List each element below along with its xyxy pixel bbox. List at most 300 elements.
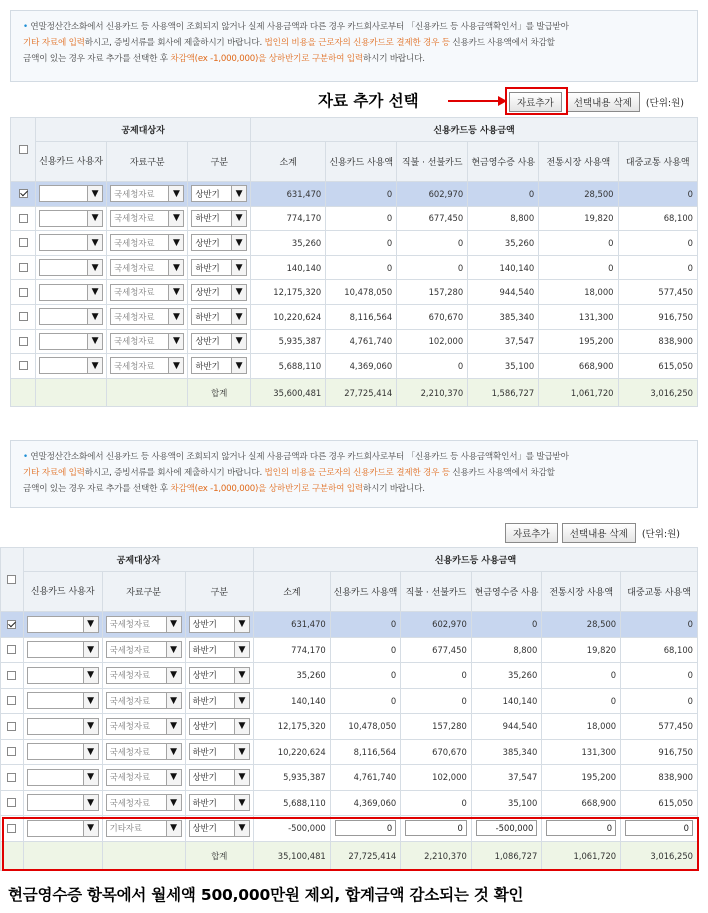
row-checkbox[interactable] — [7, 620, 16, 629]
cell-debit: 677,450 — [401, 637, 472, 663]
half-select[interactable] — [191, 259, 247, 276]
card-user-select[interactable] — [39, 259, 103, 276]
cell-cash: 944,540 — [468, 280, 539, 305]
cell-cash: 0 — [468, 182, 539, 207]
cell-credit: 10,478,050 — [326, 280, 397, 305]
data-type-select[interactable] — [106, 718, 182, 735]
row-checkbox-cell — [11, 255, 36, 280]
delete-selected-button[interactable]: 선택내용 삭제 — [562, 523, 636, 543]
row-checkbox-cell — [1, 739, 24, 765]
total-transit: 3,016,250 — [618, 378, 697, 407]
table-row[interactable] — [11, 280, 698, 305]
cell-debit: 157,280 — [397, 280, 468, 305]
cell-market: 18,000 — [539, 280, 618, 305]
card-user-select[interactable] — [39, 210, 103, 227]
cell-market: 195,200 — [539, 329, 618, 354]
row-checkbox-cell — [11, 206, 36, 231]
chevron-down-icon: ▼ — [166, 795, 181, 810]
notice-box — [10, 10, 698, 82]
row-checkbox-cell — [11, 354, 36, 379]
data-type-select[interactable] — [106, 743, 182, 760]
chevron-down-icon: ▼ — [234, 795, 249, 810]
cell-debit: 157,280 — [401, 714, 472, 740]
cell-transit: 916,750 — [618, 304, 697, 329]
card-user-select[interactable] — [27, 794, 99, 811]
data-type-select[interactable] — [110, 308, 184, 325]
col-header-credit: 신용카드 사용액 — [326, 142, 397, 182]
chevron-down-icon: ▼ — [231, 211, 246, 226]
cell-market: 19,820 — [542, 637, 621, 663]
notice-highlight-3: 차감액(ex -1,000,000)을 상하반기로 구분하여 입력 — [170, 54, 363, 64]
select-all-checkbox[interactable] — [19, 145, 28, 154]
cell-debit: 670,670 — [401, 739, 472, 765]
cell-transit: 0 — [618, 255, 697, 280]
cell-credit: 0 — [326, 182, 397, 207]
cell-debit: 102,000 — [401, 765, 472, 791]
cell-credit: 4,369,060 — [330, 790, 401, 816]
chevron-down-icon: ▼ — [87, 235, 102, 250]
card-user-select[interactable] — [39, 234, 103, 251]
row-checkbox[interactable] — [19, 214, 28, 223]
chevron-down-icon: ▼ — [83, 693, 98, 708]
amount-input-market[interactable]: 0 — [546, 820, 616, 836]
col-header-credit: 신용카드 사용액 — [330, 572, 401, 612]
half-select[interactable] — [189, 692, 250, 709]
chevron-down-icon: ▼ — [168, 358, 183, 373]
table-row[interactable] — [11, 182, 698, 207]
row-checkbox-cell — [11, 231, 36, 256]
cell-market: 0 — [539, 255, 618, 280]
cell-cash: 944,540 — [471, 714, 542, 740]
cell-credit: 10,478,050 — [330, 714, 401, 740]
data-type-select[interactable] — [106, 667, 182, 684]
cell-market: 0 — [542, 688, 621, 714]
chevron-down-icon: ▼ — [168, 285, 183, 300]
cell-transit: 838,900 — [618, 329, 697, 354]
notice-text-2: 카드회사로부터 「신용카드 등 사용금액확인서」를 발급받아 — [344, 452, 569, 462]
col-header-subtotal: 소계 — [251, 142, 326, 182]
data-type-select-value: 국세청자료 — [109, 644, 151, 655]
cell-subtotal: 5,688,110 — [251, 354, 326, 379]
cell-debit: 0 — [397, 255, 468, 280]
cell-subtotal: 5,935,387 — [254, 765, 331, 791]
unit-label: (단위:원) — [645, 98, 684, 109]
add-data-button[interactable]: 자료추가 — [509, 92, 562, 112]
col-header-user: 신용카드 사용자 — [36, 142, 107, 182]
table-row[interactable] — [1, 739, 698, 765]
total-credit: 27,725,414 — [330, 841, 401, 871]
table-row[interactable] — [11, 329, 698, 354]
row-checkbox[interactable] — [19, 288, 28, 297]
row-checkbox-cell — [1, 714, 24, 740]
data-type-select[interactable] — [106, 794, 182, 811]
card-user-select[interactable] — [39, 357, 103, 374]
half-select-value: 하반기 — [192, 797, 217, 808]
half-select-value: 상반기 — [192, 670, 217, 681]
row-checkbox[interactable] — [7, 671, 16, 680]
col-header-cash: 현금영수증 사용 — [471, 572, 542, 612]
table-row[interactable] — [11, 255, 698, 280]
notice-text-6: 신용카드 사용액에서 차감할 — [449, 468, 555, 478]
row-checkbox[interactable] — [19, 189, 28, 198]
col-header-debit: 직불 · 선불카드 — [401, 572, 472, 612]
half-select-value: 하반기 — [192, 746, 217, 757]
cell-debit: 670,670 — [397, 304, 468, 329]
chevron-down-icon: ▼ — [166, 668, 181, 683]
table-row[interactable] — [1, 663, 698, 689]
cell-cash: 35,100 — [468, 354, 539, 379]
cell-market: 131,300 — [542, 739, 621, 765]
data-type-select[interactable] — [106, 616, 182, 633]
data-type-select-value: 국세청자료 — [114, 188, 155, 199]
card-user-select[interactable] — [39, 308, 103, 325]
total-market: 1,061,720 — [542, 841, 621, 871]
amount-input-credit[interactable]: 0 — [335, 820, 397, 836]
cell-transit: 916,750 — [621, 739, 698, 765]
col-header-type: 자료구분 — [102, 572, 185, 612]
data-type-select-value: 기타자료 — [109, 823, 142, 834]
select-all-checkbox[interactable] — [7, 575, 16, 584]
data-type-select[interactable] — [110, 234, 184, 251]
chevron-down-icon: ▼ — [168, 334, 183, 349]
cell-debit: 0 — [397, 231, 468, 256]
half-select-value: 상반기 — [195, 237, 220, 248]
cell-credit: 0 — [326, 206, 397, 231]
notice-text-7: 금액이 있는 경우 자료 추가를 선택한 후 — [23, 484, 171, 494]
cell-credit: 0 — [330, 637, 401, 663]
group-header-deductee: 공제대상자 — [23, 548, 253, 572]
cell-cash: 37,547 — [471, 765, 542, 791]
cell-transit: 0 — [621, 688, 698, 714]
cell-cash: 8,800 — [471, 637, 542, 663]
card-user-select[interactable] — [39, 284, 103, 301]
row-checkbox-cell — [1, 765, 24, 791]
half-select[interactable] — [191, 308, 247, 325]
half-select[interactable] — [189, 616, 250, 633]
notice-text-4: 하시고, 증빙서류를 회사에 제출하시기 바랍니다. — [84, 468, 265, 478]
cell-market: 668,900 — [539, 354, 618, 379]
cell-credit: 0 — [326, 255, 397, 280]
half-select[interactable] — [189, 667, 250, 684]
half-select-value: 상반기 — [192, 823, 217, 834]
card-user-select[interactable] — [27, 616, 99, 633]
notice-text-4: 하시고, 증빙서류를 회사에 제출하시기 바랍니다. — [84, 38, 265, 48]
half-select[interactable] — [189, 641, 250, 658]
chevron-down-icon: ▼ — [234, 719, 249, 734]
data-type-select-value: 국세청자료 — [114, 287, 155, 298]
data-type-select[interactable] — [110, 357, 184, 374]
cell-cash: 37,547 — [468, 329, 539, 354]
cell-subtotal: 631,470 — [254, 612, 331, 638]
chevron-down-icon: ▼ — [166, 821, 181, 836]
data-type-select-value: 국세청자료 — [109, 797, 151, 808]
chevron-down-icon: ▼ — [231, 260, 246, 275]
notice-highlight-1: 기타 자료에 입력 — [23, 468, 85, 478]
cell-debit: 0 — [401, 790, 472, 816]
card-user-select[interactable] — [27, 769, 99, 786]
cell-credit: 0 — [330, 688, 401, 714]
table-row[interactable] — [1, 714, 698, 740]
chevron-down-icon: ▼ — [168, 309, 183, 324]
cell-market: 18,000 — [542, 714, 621, 740]
chevron-down-icon: ▼ — [231, 285, 246, 300]
row-checkbox-cell — [1, 637, 24, 663]
data-type-select-value: 국세청자료 — [114, 311, 155, 322]
cell-transit: 615,050 — [621, 790, 698, 816]
notice-text-2: 카드회사로부터 「신용카드 등 사용금액확인서」를 발급받아 — [344, 22, 569, 32]
half-select[interactable] — [191, 284, 247, 301]
notice-bullet: • — [23, 22, 28, 32]
cell-market: 0 — [542, 663, 621, 689]
col-header-debit: 직불 · 선불카드 — [397, 142, 468, 182]
chevron-down-icon: ▼ — [231, 186, 246, 201]
half-select-value: 상반기 — [192, 721, 217, 732]
chevron-down-icon: ▼ — [168, 235, 183, 250]
half-select-value: 하반기 — [192, 644, 217, 655]
cell-market: 0 — [539, 231, 618, 256]
chevron-down-icon: ▼ — [83, 795, 98, 810]
chevron-down-icon: ▼ — [234, 642, 249, 657]
total-debit: 2,210,370 — [401, 841, 472, 871]
select-all-cell — [11, 118, 36, 182]
row-checkbox[interactable] — [7, 747, 16, 756]
row-checkbox[interactable] — [19, 361, 28, 370]
toolbar-bottom — [505, 522, 680, 544]
col-header-type: 자료구분 — [107, 142, 188, 182]
chevron-down-icon: ▼ — [231, 358, 246, 373]
data-type-select[interactable] — [106, 692, 182, 709]
col-header-half: 구분 — [185, 572, 253, 612]
cell-transit: 0 — [621, 612, 698, 638]
half-select[interactable] — [191, 185, 247, 202]
cell-subtotal: 774,170 — [251, 206, 326, 231]
total-cash: 1,086,727 — [471, 841, 542, 871]
cell-debit: 677,450 — [397, 206, 468, 231]
notice-text-9: 하시기 바랍니다. — [362, 484, 425, 494]
card-user-select[interactable] — [27, 743, 99, 760]
card-user-select[interactable] — [27, 718, 99, 735]
half-select[interactable] — [189, 743, 250, 760]
cell-debit: 102,000 — [397, 329, 468, 354]
table-row[interactable] — [11, 206, 698, 231]
row-checkbox-cell — [1, 688, 24, 714]
row-checkbox[interactable] — [7, 798, 16, 807]
row-checkbox[interactable] — [19, 238, 28, 247]
cell-transit: 577,450 — [618, 280, 697, 305]
cell-credit: 4,761,740 — [326, 329, 397, 354]
data-type-select[interactable] — [110, 210, 184, 227]
card-user-select[interactable] — [39, 333, 103, 350]
half-select[interactable] — [189, 718, 250, 735]
data-type-select-value: 국세청자료 — [109, 772, 151, 783]
half-select[interactable] — [191, 234, 247, 251]
total-market: 1,061,720 — [539, 378, 618, 407]
amount-input-transit[interactable]: 0 — [625, 820, 693, 836]
cell-subtotal: 774,170 — [254, 637, 331, 663]
chevron-down-icon: ▼ — [234, 821, 249, 836]
data-type-select[interactable] — [110, 333, 184, 350]
cell-transit: 68,100 — [618, 206, 697, 231]
cell-cash: 0 — [471, 612, 542, 638]
row-checkbox-cell — [1, 790, 24, 816]
cell-market: 195,200 — [542, 765, 621, 791]
data-type-select-value: 국세청자료 — [114, 262, 155, 273]
chevron-down-icon: ▼ — [168, 186, 183, 201]
chevron-down-icon: ▼ — [166, 770, 181, 785]
add-data-button[interactable]: 자료추가 — [505, 523, 558, 543]
row-checkbox-cell — [11, 280, 36, 305]
data-type-select[interactable] — [110, 259, 184, 276]
card-user-select[interactable] — [39, 185, 103, 202]
chevron-down-icon: ▼ — [168, 260, 183, 275]
half-select[interactable] — [191, 333, 247, 350]
cell-transit: 0 — [618, 182, 697, 207]
data-type-select-value: 국세청자료 — [109, 670, 151, 681]
notice-text-1: 연말정산간소화에서 신용카드 등 사용액이 조회되지 않거나 실제 사용금액과 다른 경우 — [30, 452, 345, 462]
cell-credit: 4,761,740 — [330, 765, 401, 791]
row-checkbox[interactable] — [19, 312, 28, 321]
cell-market: 28,500 — [542, 612, 621, 638]
cell-subtotal: 5,688,110 — [254, 790, 331, 816]
chevron-down-icon: ▼ — [231, 235, 246, 250]
half-select-value: 상반기 — [195, 287, 220, 298]
total-label: 합계 — [188, 378, 251, 407]
group-header-card-usage: 신용카드등 사용금액 — [251, 118, 698, 142]
col-header-subtotal: 소계 — [254, 572, 331, 612]
chevron-down-icon: ▼ — [83, 744, 98, 759]
cell-subtotal: 10,220,624 — [254, 739, 331, 765]
cell-cash: 35,260 — [468, 231, 539, 256]
table-row[interactable] — [1, 688, 698, 714]
row-checkbox[interactable] — [7, 696, 16, 705]
table-row[interactable] — [1, 765, 698, 791]
cell-market: 131,300 — [539, 304, 618, 329]
data-type-select-value: 국세청자료 — [109, 619, 151, 630]
notice-highlight-1: 기타 자료에 입력 — [23, 38, 85, 48]
cell-credit: 0 — [326, 231, 397, 256]
cell-debit: 0 — [401, 663, 472, 689]
data-type-select[interactable] — [110, 185, 184, 202]
row-checkbox[interactable] — [7, 773, 16, 782]
notice-text-1: 연말정산간소화에서 신용카드 등 사용액이 조회되지 않거나 실제 사용금액과 다른 경우 — [30, 22, 345, 32]
total-subtotal: 35,600,481 — [251, 378, 326, 407]
row-checkbox-cell — [11, 304, 36, 329]
col-header-market: 전통시장 사용액 — [539, 142, 618, 182]
chevron-down-icon: ▼ — [234, 617, 249, 632]
chevron-down-icon: ▼ — [87, 186, 102, 201]
col-header-half: 구분 — [188, 142, 251, 182]
row-checkbox-cell — [1, 612, 24, 638]
chevron-down-icon: ▼ — [83, 617, 98, 632]
cell-cash: 35,100 — [471, 790, 542, 816]
half-select[interactable] — [189, 769, 250, 786]
chevron-down-icon: ▼ — [166, 617, 181, 632]
cell-cash: 385,340 — [468, 304, 539, 329]
cell-credit: 8,116,564 — [326, 304, 397, 329]
cell-subtotal: 10,220,624 — [251, 304, 326, 329]
chevron-down-icon: ▼ — [83, 719, 98, 734]
card-usage-table — [10, 117, 698, 407]
data-type-select-value: 국세청자료 — [109, 746, 151, 757]
notice-highlight-2: 법인의 비용을 근로자의 신용카드로 결제한 경우 등 — [264, 38, 450, 48]
total-cash: 1,586,727 — [468, 378, 539, 407]
chevron-down-icon: ▼ — [166, 744, 181, 759]
cell-subtotal: 631,470 — [251, 182, 326, 207]
group-header-deductee: 공제대상자 — [36, 118, 251, 142]
table-row[interactable] — [11, 231, 698, 256]
cell-debit: 0 — [401, 688, 472, 714]
cell-cash: 385,340 — [471, 739, 542, 765]
chevron-down-icon: ▼ — [166, 693, 181, 708]
amount-input-debit[interactable]: 0 — [405, 820, 467, 836]
notice-highlight-2: 법인의 비용을 근로자의 신용카드로 결제한 경우 등 — [264, 468, 450, 478]
notice-text-6: 신용카드 사용액에서 차감할 — [449, 38, 555, 48]
cell-market: 668,900 — [542, 790, 621, 816]
cell-debit: 0 — [397, 354, 468, 379]
row-checkbox[interactable] — [7, 722, 16, 731]
table-row[interactable] — [1, 637, 698, 663]
chevron-down-icon: ▼ — [166, 719, 181, 734]
total-transit: 3,016,250 — [621, 841, 698, 871]
chevron-down-icon: ▼ — [83, 821, 98, 836]
data-type-select-value: 국세청자료 — [114, 213, 155, 224]
callout-select-add: 자료 추가 선택 — [318, 92, 419, 110]
delete-selected-button[interactable]: 선택내용 삭제 — [566, 92, 640, 112]
notice-text-7: 금액이 있는 경우 자료 추가를 선택한 후 — [23, 54, 171, 64]
cell-subtotal: -500,000 — [254, 816, 331, 842]
row-checkbox[interactable] — [19, 263, 28, 272]
amount-input-cash[interactable]: -500,000 — [476, 820, 538, 836]
card-user-select[interactable] — [27, 641, 99, 658]
cell-transit: 615,050 — [618, 354, 697, 379]
table-row[interactable] — [11, 354, 698, 379]
data-type-select[interactable] — [106, 641, 182, 658]
data-type-select-value: 국세청자료 — [114, 336, 155, 347]
cell-subtotal: 140,140 — [251, 255, 326, 280]
table-row[interactable] — [11, 304, 698, 329]
row-checkbox[interactable] — [19, 337, 28, 346]
cell-cash: 35,260 — [471, 663, 542, 689]
half-select[interactable] — [191, 210, 247, 227]
col-header-transit: 대중교통 사용액 — [621, 572, 698, 612]
half-select-value: 상반기 — [192, 772, 217, 783]
cell-credit: 0 — [330, 663, 401, 689]
chevron-down-icon: ▼ — [87, 285, 102, 300]
card-user-select[interactable] — [27, 667, 99, 684]
unit-label: (단위:원) — [641, 529, 680, 540]
cell-transit: 0 — [621, 663, 698, 689]
half-select-value: 상반기 — [195, 336, 220, 347]
cell-subtotal: 12,175,320 — [251, 280, 326, 305]
half-select[interactable] — [189, 794, 250, 811]
data-type-select-value: 국세청자료 — [114, 360, 155, 371]
half-select-value: 상반기 — [192, 619, 217, 630]
cell-subtotal: 35,260 — [251, 231, 326, 256]
cell-subtotal: 5,935,387 — [251, 329, 326, 354]
cell-cash: 140,140 — [471, 688, 542, 714]
table-row[interactable] — [1, 612, 698, 638]
half-select[interactable] — [191, 357, 247, 374]
card-user-select[interactable] — [27, 692, 99, 709]
chevron-down-icon: ▼ — [168, 211, 183, 226]
row-checkbox[interactable] — [7, 645, 16, 654]
total-debit: 2,210,370 — [397, 378, 468, 407]
data-type-select[interactable] — [106, 769, 182, 786]
table-row[interactable] — [1, 790, 698, 816]
cell-transit: 68,100 — [621, 637, 698, 663]
total-credit: 27,725,414 — [326, 378, 397, 407]
data-type-select[interactable] — [110, 284, 184, 301]
